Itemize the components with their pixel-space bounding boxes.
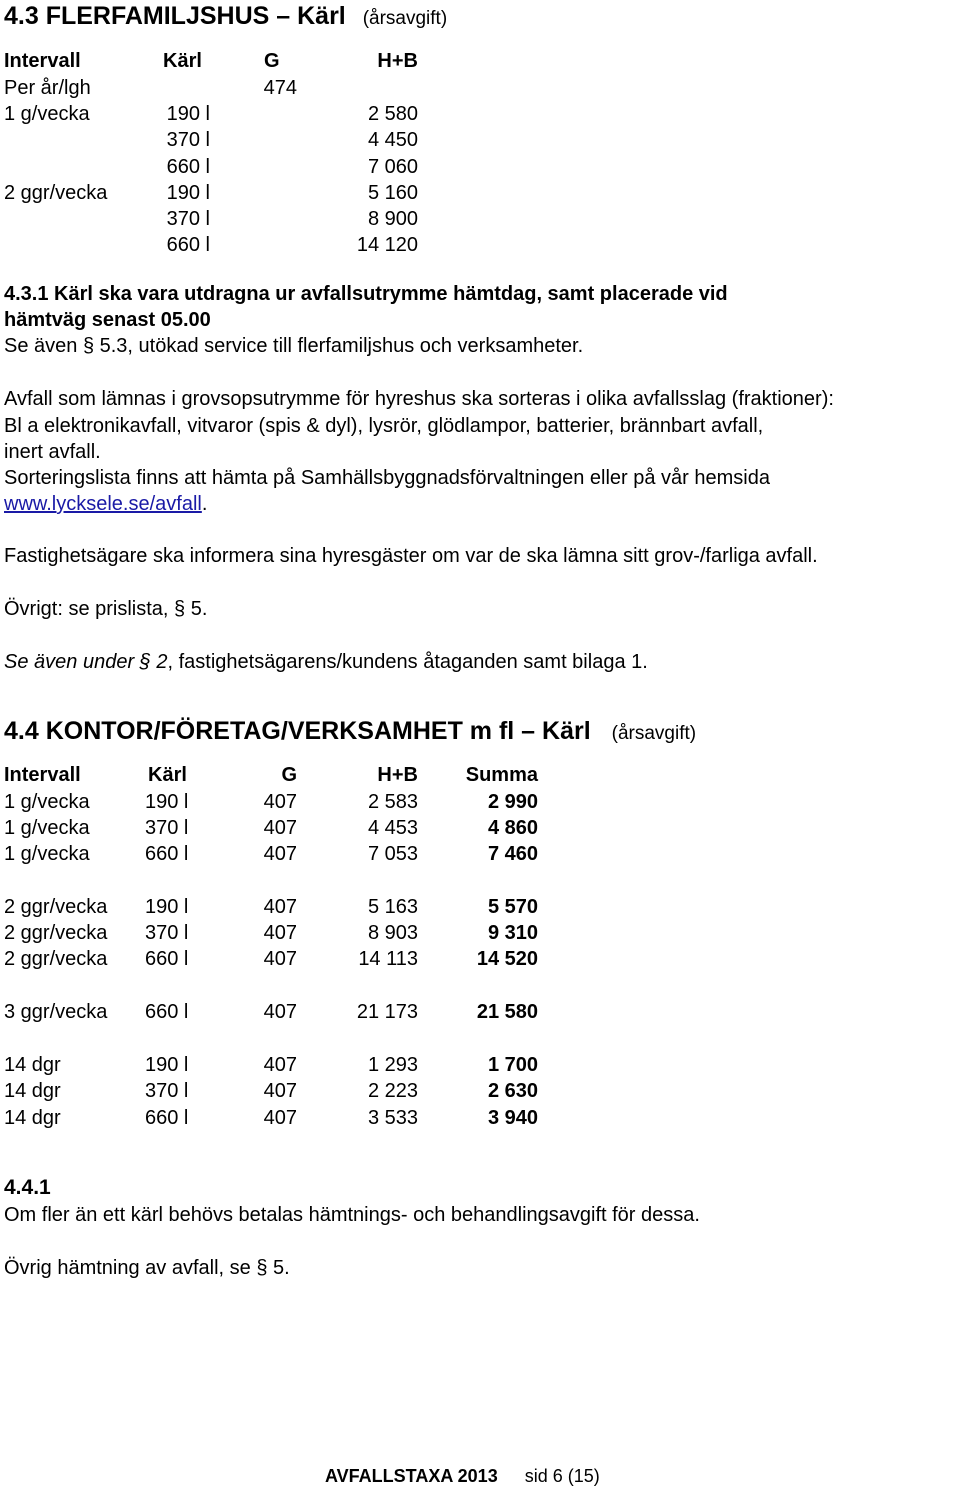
col-header-g: G (281, 764, 297, 786)
table-row-summa: 4 860 (487, 817, 538, 839)
table-row-intervall: 1 g/vecka (4, 843, 90, 865)
see-also-rest: , fastighetsägarens/kundens åtaganden samt bilaga 1. (167, 651, 648, 673)
footer-page-number: sid 6 (15) (524, 1466, 600, 1486)
table-row-g: 407 (263, 791, 297, 813)
table-row-intervall: 14 dgr (4, 1080, 61, 1102)
table-row-g: 407 (263, 1107, 297, 1129)
table-row-hb: 21 173 (356, 1001, 418, 1023)
see-also-italic: Se även under § 2 (4, 651, 168, 673)
table-row-intervall: 1 g/vecka (4, 817, 90, 839)
paragraph-list-line1: Sorteringslista finns att hämta på Samhällsbyggnadsförvaltningen eller på vår hemsida (4, 467, 770, 489)
table-row-karl: 660 l (166, 234, 210, 256)
col-header-intervall: Intervall (4, 764, 81, 786)
table-row-hb: 1 293 (367, 1054, 418, 1076)
table-row-intervall: 1 g/vecka (4, 103, 90, 125)
table-row-intervall: 1 g/vecka (4, 791, 90, 813)
table-row-g: 407 (263, 843, 297, 865)
table-row-karl: 660 l (166, 156, 210, 178)
table-row-g: 407 (263, 896, 297, 918)
table-row-summa: 7 460 (487, 843, 538, 865)
table-row-hb: 5 163 (367, 896, 418, 918)
section-4-3-title: 4.3 FLERFAMILJSHUS – Kärl (4, 2, 346, 30)
table-row-karl: 660 l (145, 948, 189, 970)
table-row-karl: 370 l (166, 129, 210, 151)
section-4-4-1-heading: 4.4.1 (4, 1176, 51, 1199)
note-4-3-1-line1: 4.3.1 Kärl ska vara utdragna ur avfallsutrymme hämtdag, samt placerade vid (4, 283, 728, 305)
paragraph-see-also (4, 651, 648, 674)
table-row-g: 407 (263, 817, 297, 839)
table-row-karl: 190 l (145, 896, 189, 918)
table-row-intervall: 14 dgr (4, 1107, 61, 1129)
table-row-summa: 2 990 (487, 791, 538, 813)
paragraph-list-line2 (4, 493, 207, 516)
col-header-karl: Kärl (148, 764, 187, 786)
note-4-3-1-line3: Se även § 5.3, utökad service till flerfamiljshus och verksamheter. (4, 335, 584, 357)
table-row-hb: 2 223 (367, 1080, 418, 1102)
table-row-karl: 190 l (145, 791, 189, 813)
table-row-hb: 7 060 (367, 156, 418, 178)
other-pickup-text: Övrig hämtning av avfall, se § 5. (4, 1257, 290, 1279)
table-row-g: 407 (263, 1054, 297, 1076)
table-row-summa: 21 580 (476, 1001, 538, 1023)
table-row-intervall: 3 ggr/vecka (4, 1001, 108, 1023)
col-header-intervall: Intervall (4, 50, 81, 72)
col-header-karl: Kärl (163, 50, 202, 72)
table-row-karl: 660 l (145, 1001, 189, 1023)
col-header-summa: Summa (465, 764, 538, 786)
table-row-summa: 3 940 (487, 1107, 538, 1129)
table-row-hb: 5 160 (367, 182, 418, 204)
table-row-summa: 1 700 (487, 1054, 538, 1076)
table-row-hb: 4 453 (367, 817, 418, 839)
table-row-summa: 14 520 (476, 948, 538, 970)
page-footer (325, 1466, 600, 1487)
paragraph-tenants: Fastighetsägare ska informera sina hyresgäster om var de ska lämna sitt grov-/farliga avfall. (4, 545, 818, 567)
table-row-hb: 3 533 (367, 1107, 418, 1129)
table-row-hb: 8 903 (367, 922, 418, 944)
table-row-hb: 4 450 (367, 129, 418, 151)
table-row-summa: 2 630 (487, 1080, 538, 1102)
table-row-summa: 9 310 (487, 922, 538, 944)
paragraph-sorting-line2: Bl a elektronikavfall, vitvaror (spis & dyl), lysrör, glödlampor, batterier, brännbart avfall, (4, 415, 764, 437)
section-4-3-heading (4, 2, 447, 31)
footer-title: AVFALLSTAXA 2013 (325, 1466, 498, 1486)
table-row-g: 407 (263, 922, 297, 944)
table-row-karl: 190 l (166, 182, 210, 204)
col-header-g: G (264, 50, 280, 72)
website-link-period: . (201, 493, 208, 515)
section-4-4-subtitle: (årsavgift) (611, 723, 697, 744)
table-row-karl: 370 l (166, 208, 210, 230)
note-4-3-1-line2: hämtväg senast 05.00 (4, 309, 211, 331)
table-row-g: 407 (263, 1001, 297, 1023)
per-year-label: Per år/lgh (4, 77, 91, 99)
table-row-intervall: 2 ggr/vecka (4, 922, 108, 944)
table-row-intervall: 2 ggr/vecka (4, 948, 108, 970)
section-4-4-1-text: Om fler än ett kärl behövs betalas hämtnings- och behandlingsavgift för dessa. (4, 1204, 700, 1226)
table-row-hb: 14 120 (356, 234, 418, 256)
section-4-3-subtitle: (årsavgift) (362, 8, 448, 29)
col-header-hb: H+B (377, 764, 418, 786)
table-row-karl: 660 l (145, 1107, 189, 1129)
table-row-karl: 190 l (145, 1054, 189, 1076)
table-row-karl: 370 l (145, 922, 189, 944)
table-row-karl: 660 l (145, 843, 189, 865)
section-4-4-title: 4.4 KONTOR/FÖRETAG/VERKSAMHET m fl – Kärl (4, 717, 591, 745)
table-row-intervall: 2 ggr/vecka (4, 182, 108, 204)
table-row-intervall: 2 ggr/vecka (4, 896, 108, 918)
per-year-value: 474 (263, 77, 297, 99)
table-row-hb: 7 053 (367, 843, 418, 865)
table-row-karl: 190 l (166, 103, 210, 125)
paragraph-sorting-line1: Avfall som lämnas i grovsopsutrymme för hyreshus ska sorteras i olika avfallsslag (fraktioner): (4, 388, 834, 410)
paragraph-sorting-line3: inert avfall. (4, 441, 101, 463)
table-row-g: 407 (263, 948, 297, 970)
table-row-karl: 370 l (145, 1080, 189, 1102)
table-row-hb: 2 580 (367, 103, 418, 125)
table-row-g: 407 (263, 1080, 297, 1102)
col-header-hb: H+B (377, 50, 418, 72)
table-row-hb: 14 113 (358, 948, 418, 970)
table-row-karl: 370 l (145, 817, 189, 839)
paragraph-other: Övrigt: se prislista, § 5. (4, 598, 208, 620)
website-link[interactable]: www.lycksele.se/avfall (4, 493, 202, 515)
section-4-4-heading (4, 717, 696, 746)
table-row-summa: 5 570 (487, 896, 538, 918)
table-row-intervall: 14 dgr (4, 1054, 61, 1076)
table-row-hb: 8 900 (367, 208, 418, 230)
table-row-hb: 2 583 (367, 791, 418, 813)
